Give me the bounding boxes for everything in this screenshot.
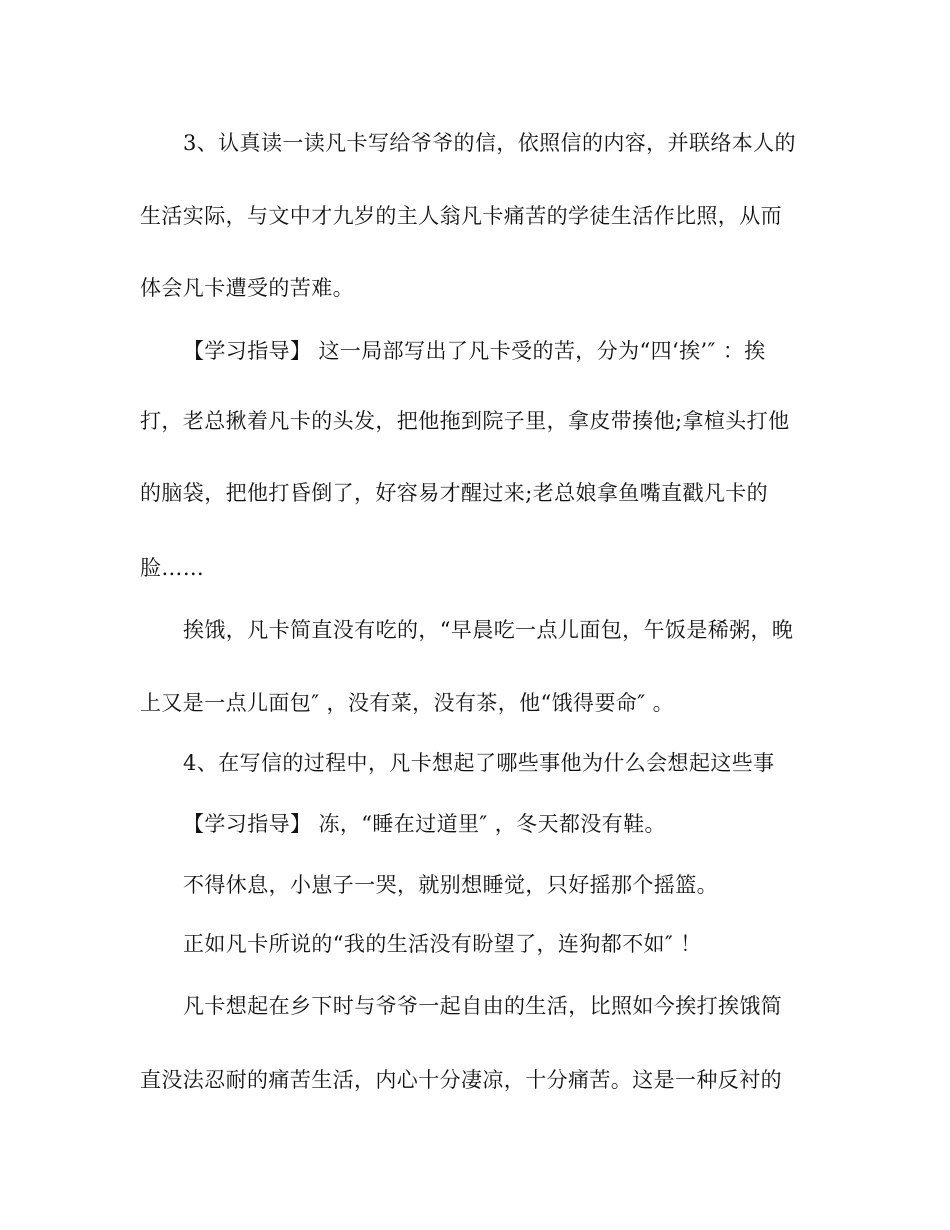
- paragraph-line: 3、认真读一读凡卡写给爷爷的信，依照信的内容，并联络本人的: [183, 131, 796, 155]
- paragraph-line: 的脑袋，把他打昏倒了，好容易才醒过来;老总娘拿鱼嘴直戳凡卡的: [140, 481, 769, 505]
- paragraph-line: 脸……: [140, 556, 205, 580]
- paragraph-line: 上又是一点儿面包″ ，没有菜，没有茶，他“饿得要命″ 。: [140, 691, 674, 715]
- paragraph-line: 【学习指导】 这一局部写出了凡卡受的苦，分为“四‘挨’″ ：挨: [183, 339, 766, 363]
- paragraph-line: 生活实际，与文中才九岁的主人翁凡卡痛苦的学徒生活作比照，从而: [140, 204, 782, 228]
- paragraph-line: 【学习指导】 冻，“睡在过道里″ ，冬天都没有鞋。: [183, 812, 666, 836]
- paragraph-line: 凡卡想起在乡下时与爷爷一起自由的生活，比照如今挨打挨饿简: [183, 994, 783, 1018]
- paragraph-line: 正如凡卡所说的“我的生活没有盼望了，连狗都不如″ ！: [183, 932, 702, 956]
- paragraph-line: 挨饿，凡卡简直没有吃的，“早晨吃一点儿面包，午饭是稀粥，晚: [183, 618, 794, 642]
- paragraph-line: 打，老总揪着凡卡的头发，把他拖到院子里，拿皮带揍他;拿楦头打他: [140, 409, 790, 433]
- paragraph-line: 直没法忍耐的痛苦生活，内心十分凄凉，十分痛苦。这是一种反衬的: [140, 1068, 782, 1092]
- paragraph-line: 不得休息，小崽子一哭，就别想睡觉，只好摇那个摇篮。: [183, 873, 718, 897]
- paragraph-line: 体会凡卡遭受的苦难。: [140, 276, 354, 300]
- paragraph-line: 4、在写信的过程中，凡卡想起了哪些事他为什么会想起这些事: [183, 751, 775, 775]
